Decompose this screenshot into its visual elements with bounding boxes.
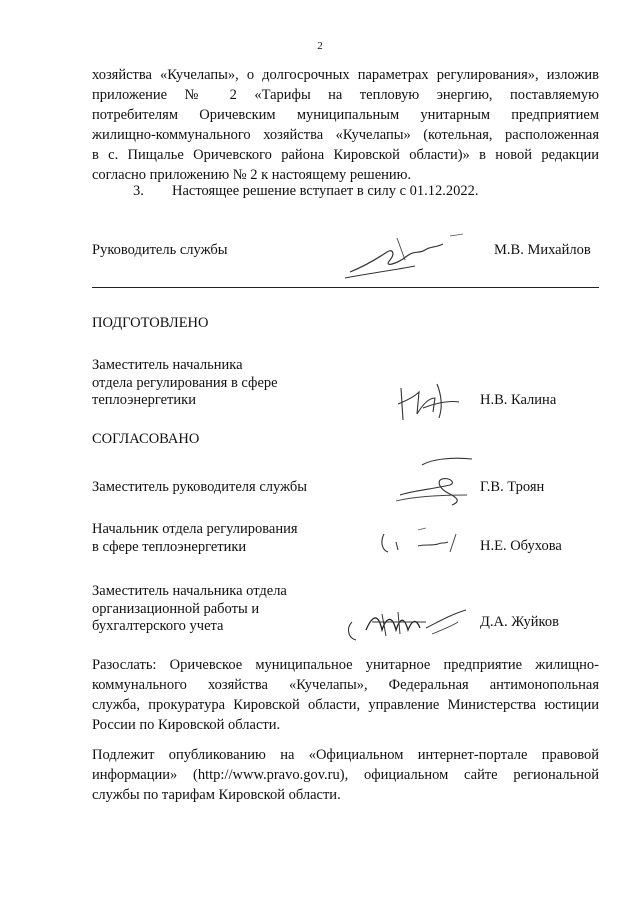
- agreed-heading: СОГЛАСОВАНО: [92, 431, 200, 447]
- position-line: отдела регулирования в сфере: [92, 374, 278, 391]
- agreed-name: Д.А. Жуйков: [480, 614, 559, 630]
- prepared-signature: [393, 378, 463, 424]
- agreed-name: Н.Е. Обухова: [480, 538, 562, 554]
- head-name: М.В. Михайлов: [494, 242, 591, 258]
- publication-line: службы по тарифам Кировской области.: [92, 787, 341, 803]
- agreed-position: [92, 479, 307, 497]
- distribution-line: коммунального хозяйства «Кучелапы», Федеральная антимонопольная: [92, 677, 599, 693]
- publication-line: информации» (http://www.pravo.gov.ru), официальном сайте региональной: [92, 767, 599, 783]
- distribution-line: России по Кировской области.: [92, 717, 281, 733]
- agreed-signature-obukhova: [378, 520, 468, 560]
- signature-divider: [92, 287, 599, 288]
- prepared-name: Н.В. Калина: [480, 392, 557, 408]
- agreed-position: [92, 583, 287, 636]
- head-signature: [335, 230, 465, 282]
- agreed-position: [92, 521, 298, 556]
- position-line: бухгалтерского учета: [92, 618, 224, 634]
- position-line: организационной работы и: [92, 600, 260, 617]
- publication-line: Подлежит опубликованию на «Официальном интернет-портале правовой: [92, 747, 599, 763]
- distribution-paragraph: [92, 655, 599, 735]
- prepared-heading: ПОДГОТОВЛЕНО: [92, 315, 209, 331]
- agreed-signature-zhuikov: [342, 600, 472, 646]
- intro-line: хозяйства «Кучелапы», о долгосрочных параметрах регулирования», изложив: [92, 67, 599, 83]
- intro-line: приложение № 2 «Тарифы на тепловую энергию, поставляемую: [92, 87, 599, 103]
- distribution-line: служба, прокуратура Кировской области, управление Министерства юстиции: [92, 697, 599, 713]
- agreed-signature-troyan: [392, 455, 482, 510]
- item-3-number: 3.: [133, 183, 144, 199]
- position-line: Начальник отдела регулирования: [92, 521, 298, 537]
- prepared-position: [92, 357, 278, 410]
- distribution-line: Разослать: Оричевское муниципальное унитарное предприятие жилищно-: [92, 657, 599, 673]
- item-3-text: Настоящее решение вступает в силу с 01.12.2022.: [172, 183, 479, 199]
- position-line: в сфере теплоэнергетики: [92, 538, 247, 555]
- intro-line: согласно приложению № 2 к настоящему решению.: [92, 167, 412, 183]
- position-line: теплоэнергетики: [92, 392, 196, 408]
- position-line: Заместитель начальника отдела: [92, 583, 287, 599]
- publication-paragraph: [92, 745, 599, 805]
- position-line: Заместитель руководителя службы: [92, 479, 308, 495]
- intro-line: потребителям Оричевским муниципальным унитарным предприятием: [92, 107, 599, 123]
- intro-line: в с. Пищалье Оричевского района Кировской области)» в новой редакции: [92, 147, 599, 163]
- head-position: Руководитель службы: [92, 242, 228, 258]
- intro-line: жилищно-коммунального хозяйства «Кучелапы» (котельная, расположенная: [92, 127, 599, 143]
- position-line: Заместитель начальника: [92, 357, 243, 373]
- intro-paragraph: [92, 65, 599, 185]
- page-number: 2: [317, 40, 323, 52]
- agreed-name: Г.В. Троян: [480, 479, 545, 495]
